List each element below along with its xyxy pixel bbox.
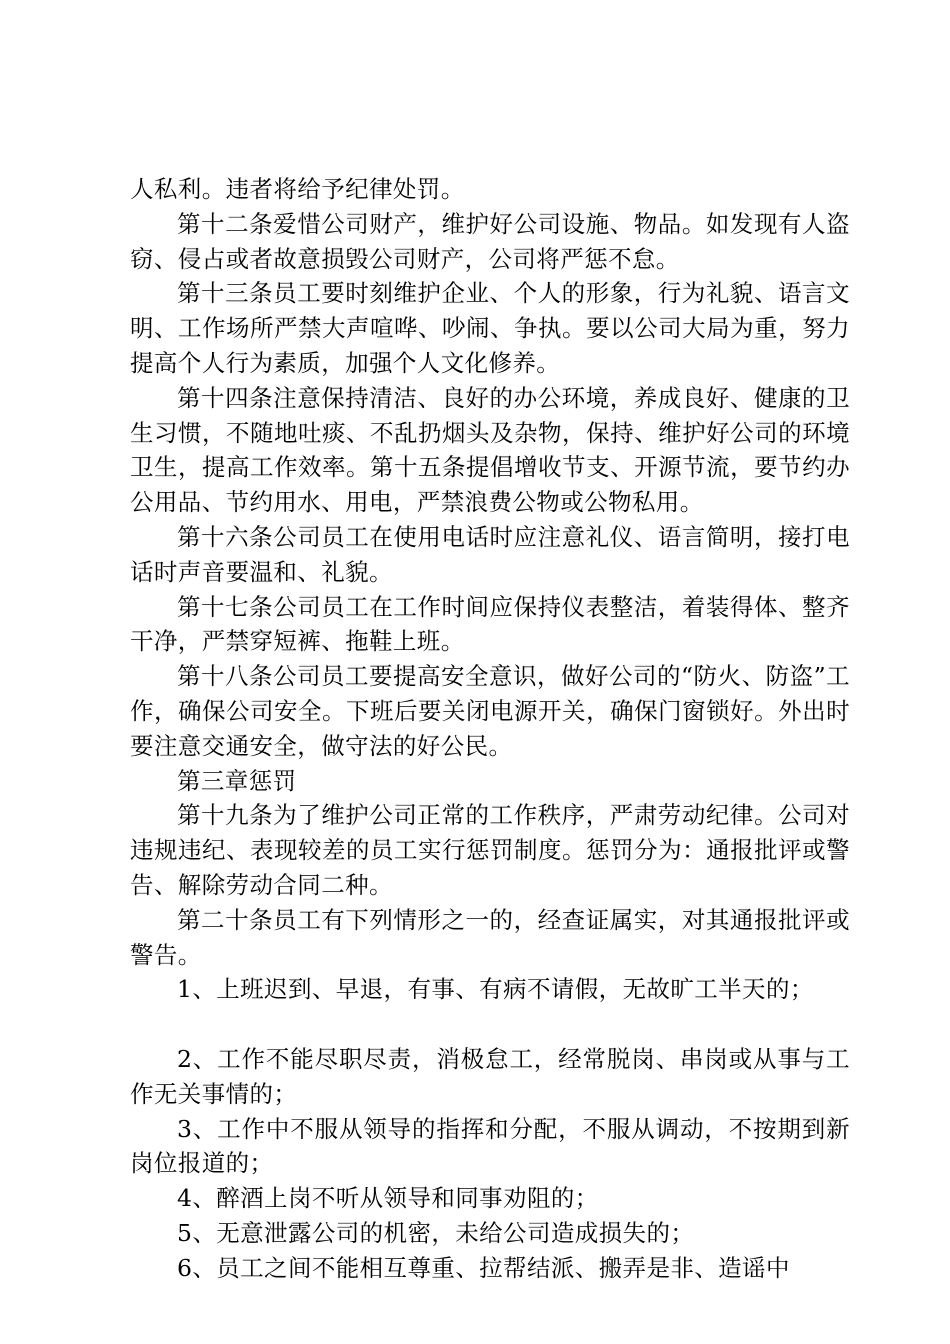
paragraph-continuation: 人私利。违者将给予纪律处罚。 — [130, 175, 465, 203]
list-item-5: 5、无意泄露公司的机密，未给公司造成损失的； — [177, 1218, 695, 1247]
article-14-15-paragraph: 第十四条注意保持清洁、良好的办公环境，养成良好、健康的卫生习惯，不随地吐痰、不乱扔烟头及杂物，保持、维护好公司的环境卫生，提高工作效率。第十五条提倡增收节支、开源节流，要节约办公用品、节约用水、用电，严禁浪费公物或公物私用。 — [130, 383, 850, 517]
article-12-paragraph: 第十二条爱惜公司财产，维护好公司设施、物品。如发现有人盗窃、侵占或者故意损毁公司财产，公司将严惩不怠。 — [130, 209, 850, 273]
article-13-paragraph: 第十三条员工要时刻维护企业、个人的形象，行为礼貌、语言文明、工作场所严禁大声喧哗、吵闹、争执。要以公司大局为重，努力提高个人行为素质，加强个人文化修养。 — [130, 279, 850, 377]
article-16-paragraph: 第十六条公司员工在使用电话时应注意礼仪、语言简明，接打电话时声音要温和、礼貌。 — [130, 522, 850, 586]
article-18-paragraph: 第十八条公司员工要提高安全意识，做好公司的“防火、防盗”工作，确保公司安全。下班后要关闭电源开关，确保门窗锁好。外出时要注意交通安全，做守法的好公民。 — [130, 662, 850, 760]
list-item-4: 4、醉酒上岗不听从领导和同事劝阻的； — [177, 1184, 599, 1213]
list-item-6: 6、员工之间不能相互尊重、拉帮结派、搬弄是非、造谣中 — [177, 1253, 790, 1282]
list-item-1: 1、上班迟到、早退，有事、有病不请假，无故旷工半天的； — [177, 975, 814, 1004]
chapter-3-heading: 第三章惩罚 — [177, 766, 297, 795]
blank-line — [130, 1007, 850, 1042]
list-item-2: 2、工作不能尽职尽责，消极怠工，经常脱岗、串岗或从事与工作无关事情的； — [130, 1044, 850, 1108]
document-page — [130, 172, 850, 1286]
article-17-paragraph: 第十七条公司员工在工作时间应保持仪表整洁，着装得体、整齐干净，严禁穿短裤、拖鞋上班。 — [130, 592, 850, 656]
list-item-3: 3、工作中不服从领导的指挥和分配，不服从调动，不按期到新岗位报道的； — [130, 1114, 850, 1178]
article-20-paragraph: 第二十条员工有下列情形之一的，经查证属实，对其通报批评或警告。 — [130, 905, 850, 969]
article-19-paragraph: 第十九条为了维护公司正常的工作秩序，严肃劳动纪律。公司对违规违纪、表现较差的员工实行惩罚制度。惩罚分为：通报批评或警告、解除劳动合同二种。 — [130, 801, 850, 899]
